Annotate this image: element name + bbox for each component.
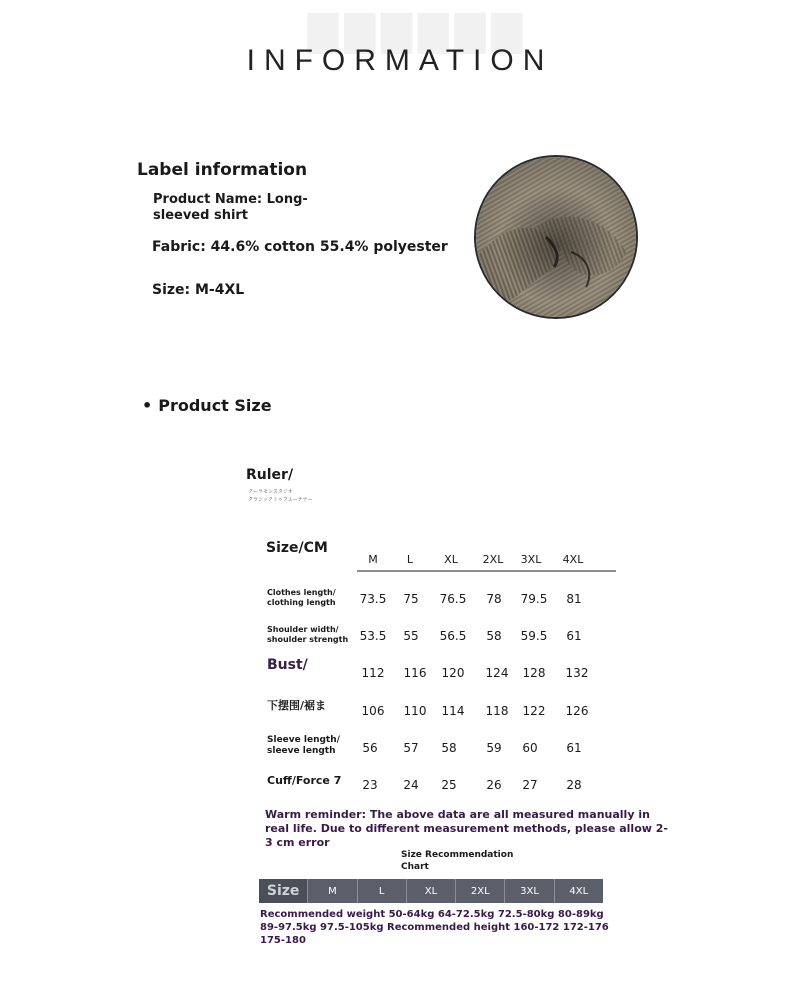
table-cell: 59	[486, 741, 502, 755]
table-cell: 26	[486, 778, 502, 792]
table-cell: 57	[403, 741, 419, 755]
table-cell: 126	[565, 704, 589, 718]
warm-reminder: Warm reminder: The above data are all measured manually in real life. Due to different measurement methods, please allow 2-3 cm error	[265, 808, 668, 849]
table-cell: 122	[522, 704, 546, 718]
fabric-swatch-image	[474, 155, 638, 319]
page-title: INFORMATION	[246, 44, 554, 77]
ghost-title-watermark: ▇▇▇▇▇▇	[307, 8, 529, 54]
col-header-xl: XL	[444, 553, 458, 566]
table-cell: 58	[441, 741, 457, 755]
table-cell: 79.5	[520, 592, 548, 606]
table-cell: 116	[403, 666, 427, 680]
row-label-bust: Bust/	[267, 657, 308, 673]
table-cell: 61	[566, 741, 582, 755]
ruler-subtext-2: クラシックトゥフユーテナー	[248, 497, 313, 503]
fabric-info: Fabric: 44.6% cotton 55.4% polyester	[152, 239, 448, 255]
table-cell: 56.5	[439, 629, 467, 643]
row-label-hem: 下摆围/裾ま	[267, 699, 327, 712]
ruler-label: Ruler/	[246, 467, 294, 483]
row-label-shoulder-width: Shoulder width/ shoulder strength	[267, 625, 349, 644]
recommendation-text: Recommended weight 50-64kg 64-72.5kg 72.5-80kg 80-89kg 89-97.5kg 97.5-105kg Recommended height 160-172 172-176 175-180	[260, 909, 609, 946]
col-header-3xl: 3XL	[520, 553, 542, 566]
table-cell: 132	[565, 666, 589, 680]
table-cell: 118	[485, 704, 509, 718]
table-cell: 73.5	[359, 592, 387, 606]
table-cell: 81	[566, 592, 582, 606]
table-cell: 114	[441, 704, 465, 718]
table-cell: 56	[362, 741, 378, 755]
rec-header-2xl: 2XL	[455, 879, 504, 903]
table-cell: 60	[522, 741, 538, 755]
col-header-m: M	[368, 553, 378, 566]
recommendation-header-bar	[259, 879, 603, 903]
rec-header-3xl: 3XL	[504, 879, 553, 903]
table-cell: 112	[361, 666, 385, 680]
table-cell: 120	[441, 666, 465, 680]
row-label-cuff: Cuff/Force 7	[267, 774, 342, 787]
col-header-l: L	[406, 553, 414, 566]
table-cell: 53.5	[359, 629, 387, 643]
table-cell: 55	[403, 629, 419, 643]
table-cell: 24	[403, 778, 419, 792]
table-cell: 76.5	[439, 592, 467, 606]
table-header-divider	[357, 570, 616, 572]
table-cell: 106	[361, 704, 385, 718]
product-size-heading	[142, 396, 272, 415]
rec-header-m: M	[307, 879, 356, 903]
table-cell: 75	[403, 592, 419, 606]
size-table-corner: Size/CM	[266, 540, 328, 556]
rec-header-l: L	[357, 879, 406, 903]
product-name: Product Name: Long-sleeved shirt	[153, 192, 308, 223]
table-cell: 110	[403, 704, 427, 718]
rec-header-size: Size	[259, 879, 307, 903]
table-cell: 23	[362, 778, 378, 792]
rec-header-xl: XL	[406, 879, 455, 903]
ruler-subtext-1: クーラモンスタジオ	[248, 489, 293, 495]
bullet-dot: •	[142, 396, 153, 415]
table-cell: 27	[522, 778, 538, 792]
table-cell: 61	[566, 629, 582, 643]
product-size-label: Product Size	[158, 396, 272, 415]
table-cell: 124	[485, 666, 509, 680]
rec-header-4xl: 4XL	[554, 879, 603, 903]
table-cell: 78	[486, 592, 502, 606]
table-cell: 59.5	[520, 629, 548, 643]
table-cell: 128	[522, 666, 546, 680]
row-label-sleeve-length: Sleeve length/ sleeve length	[267, 735, 340, 756]
label-info-heading: Label information	[137, 160, 308, 180]
row-label-clothes-length: Clothes length/ clothing length	[267, 588, 336, 607]
recommendation-title: Size Recommendation Chart	[401, 850, 514, 872]
table-cell: 58	[486, 629, 502, 643]
size-range: Size: M-4XL	[152, 282, 245, 298]
col-header-4xl: 4XL	[562, 553, 584, 566]
col-header-2xl: 2XL	[482, 553, 504, 566]
table-cell: 28	[566, 778, 582, 792]
table-cell: 25	[441, 778, 457, 792]
